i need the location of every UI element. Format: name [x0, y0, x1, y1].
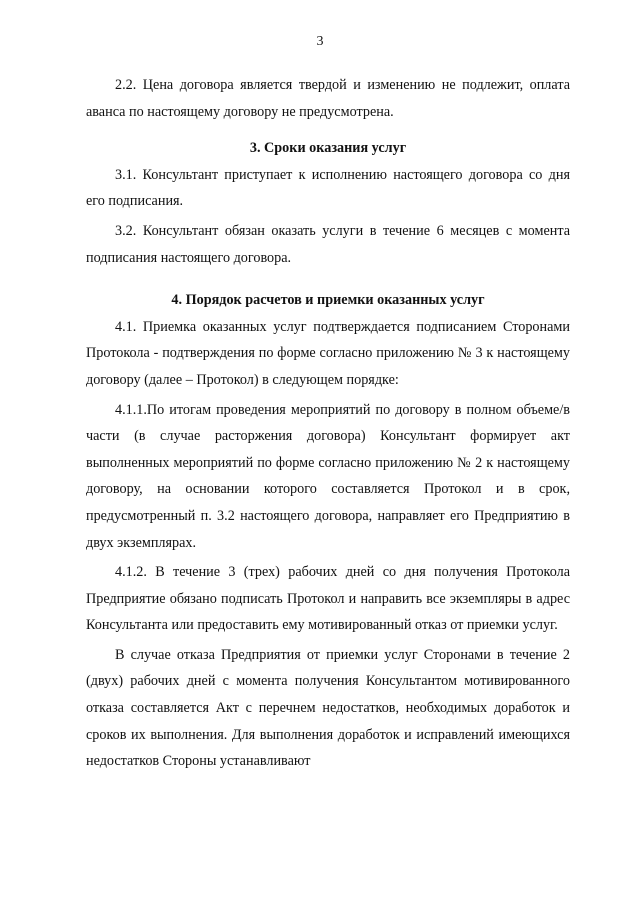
document-body — [86, 72, 570, 778]
clause-2-2: 2.2. Цена договора является твердой и изменению не подлежит, оплата аванса по настоящему договору не предусмотрена. — [86, 77, 570, 120]
section-3-title: 3. Сроки оказания услуг — [249, 140, 407, 157]
clause-4-1-1: 4.1.1.По итогам проведения мероприятий по договору в полном объеме/в части (в случае расторжения договора) Консультант формирует акт выполненных мероприятий по форме согласно приложению № 2 к настоящему договору, на основании которого составляется Протокол и в срок, предусмотренный п. 3.2 настоящего договора, направляет его Предприятию в двух экземплярах. — [86, 401, 570, 551]
clause-3-2: 3.2. Консультант обязан оказать услуги в течение 6 месяцев с момента подписания настоящего договора. — [86, 222, 570, 266]
clause-4-1-2: 4.1.2. В течение 3 (трех) рабочих дней со дня получения Протокола Предприятие обязано подписать Протокол и направить все экземпляры в адрес Консультанта или предоставить ему мотивированный отказ от приемки услуг. — [86, 564, 570, 634]
section-4-title: 4. Порядок расчетов и приемки оказанных услуг — [171, 292, 485, 309]
refusal-paragraph: В случае отказа Предприятия от приемки услуг Сторонами в течение 2 (двух) рабочих дней с момента получения Консультантом мотивированного отказа составляется Акт с перечнем недостатков, необходимых доработок и сроков их выполнения. Для выполнения доработок и исправлений имеющихся недостатков Стороны устанавливают — [86, 646, 570, 770]
page-number: 3 — [316, 34, 324, 49]
clause-4-1: 4.1. Приемка оказанных услуг подтверждается подписанием Сторонами Протокола - подтверждения по форме согласно приложению № 3 к настоящему договору (далее – Протокол) в следующем порядке: — [86, 318, 570, 388]
clause-3-1: 3.1. Консультант приступает к исполнению настоящего договора со дня его подписания. — [86, 166, 570, 210]
